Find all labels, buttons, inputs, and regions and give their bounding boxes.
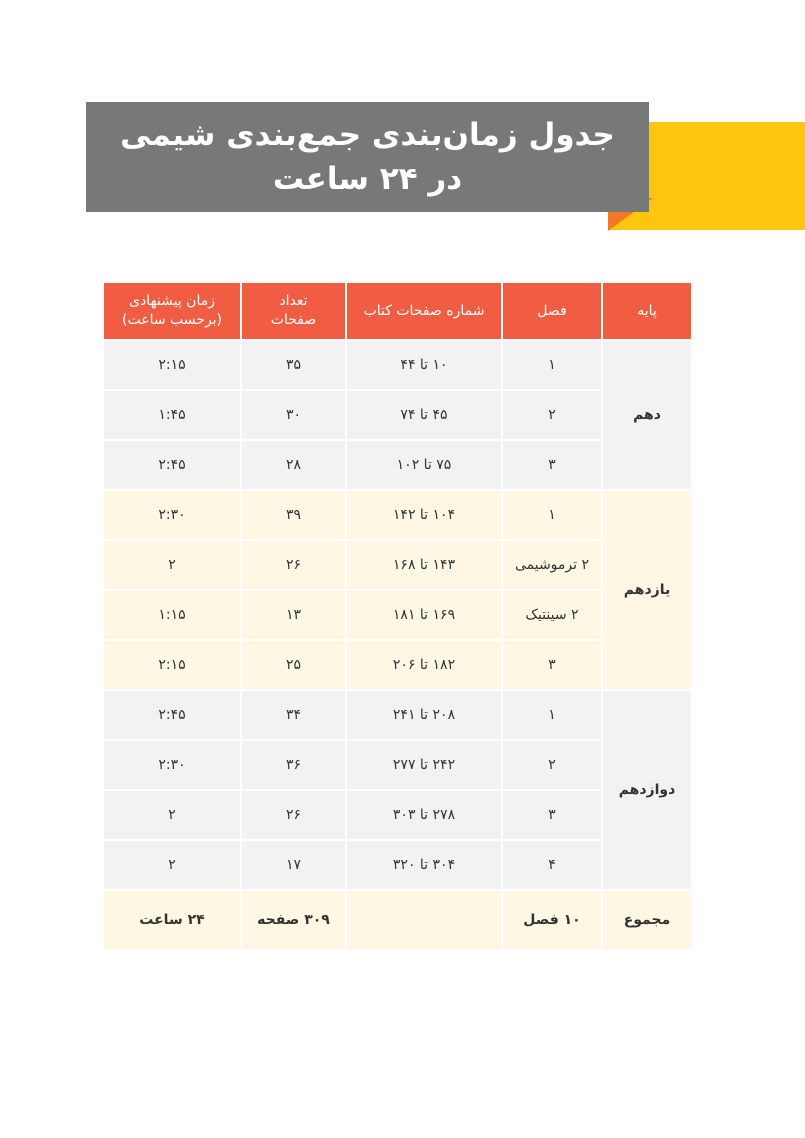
chapter-cell: ۲ (502, 390, 602, 440)
table-header-row (103, 282, 692, 340)
header-chapter: فصل (502, 282, 602, 340)
page-range-cell: ۲۷۸ تا ۳۰۳ (346, 790, 502, 840)
header-suggested-time-line-1: زمان پیشنهادی (128, 293, 215, 309)
page-range-cell: ۱۸۲ تا ۲۰۶ (346, 640, 502, 690)
page-title-line-2: در ۲۴ ساعت (272, 161, 463, 197)
page-count-cell: ۲۶ (241, 790, 346, 840)
page-range-cell: ۱۴۳ تا ۱۶۸ (346, 540, 502, 590)
header-page-range: شماره صفحات کتاب (346, 282, 502, 340)
chapter-cell: ۲ (502, 740, 602, 790)
suggested-time-cell: ۲ (103, 790, 241, 840)
page-count-cell: ۳۴ (241, 690, 346, 740)
page-count-cell: ۲۵ (241, 640, 346, 690)
header-page-count-line-1: تعداد (279, 293, 308, 309)
suggested-time-cell: ۲:۴۵ (103, 440, 241, 490)
grade-cell: یازدهم (602, 490, 692, 690)
chapter-cell: ۳ (502, 640, 602, 690)
suggested-time-cell: ۲ (103, 840, 241, 890)
total-label-cell: مجموع (602, 890, 692, 950)
page-count-cell: ۳۶ (241, 740, 346, 790)
page-count-cell: ۳۵ (241, 340, 346, 390)
total-range-cell (346, 890, 502, 950)
page-range-cell: ۱۰ تا ۴۴ (346, 340, 502, 390)
grade-cell: دهم (602, 340, 692, 490)
page-title-line-1: جدول زمان‌بندی جمع‌بندی شیمی (120, 117, 615, 153)
page-count-cell: ۱۳ (241, 590, 346, 640)
chapter-cell: ۴ (502, 840, 602, 890)
suggested-time-cell: ۱:۱۵ (103, 590, 241, 640)
suggested-time-cell: ۲:۱۵ (103, 640, 241, 690)
title-banner (86, 102, 649, 212)
page-count-cell: ۲۸ (241, 440, 346, 490)
chapter-cell: ۱ (502, 690, 602, 740)
table-body (103, 340, 692, 950)
header-suggested-time (103, 282, 241, 340)
page-range-cell: ۲۴۲ تا ۲۷۷ (346, 740, 502, 790)
header-page-count-line-2: صفحات (270, 312, 317, 328)
grade-cell: دوازدهم (602, 690, 692, 890)
table-row (103, 690, 692, 740)
chapter-cell: ۳ (502, 790, 602, 840)
header-suggested-time-line-2: (برحسب ساعت) (122, 312, 222, 328)
suggested-time-cell: ۲:۴۵ (103, 690, 241, 740)
suggested-time-cell: ۲ (103, 540, 241, 590)
page-count-cell: ۱۷ (241, 840, 346, 890)
suggested-time-cell: ۲:۳۰ (103, 490, 241, 540)
suggested-time-cell: ۲:۱۵ (103, 340, 241, 390)
total-pages-cell: ۳۰۹ صفحه (241, 890, 346, 950)
page-count-cell: ۲۶ (241, 540, 346, 590)
chapter-cell: ۲ ترموشیمی (502, 540, 602, 590)
page-count-cell: ۳۹ (241, 490, 346, 540)
page-count-cell: ۳۰ (241, 390, 346, 440)
suggested-time-cell: ۱:۴۵ (103, 390, 241, 440)
table-row (103, 490, 692, 540)
total-time-cell: ۲۴ ساعت (103, 890, 241, 950)
chapter-cell: ۱ (502, 490, 602, 540)
total-chapters-cell: ۱۰ فصل (502, 890, 602, 950)
total-row (103, 890, 692, 950)
page-range-cell: ۷۵ تا ۱۰۲ (346, 440, 502, 490)
page-range-cell: ۱۰۴ تا ۱۴۲ (346, 490, 502, 540)
header-grade: پایه (602, 282, 692, 340)
suggested-time-cell: ۲:۳۰ (103, 740, 241, 790)
page-range-cell: ۲۰۸ تا ۲۴۱ (346, 690, 502, 740)
chapter-cell: ۳ (502, 440, 602, 490)
page-range-cell: ۴۵ تا ۷۴ (346, 390, 502, 440)
schedule-table (102, 281, 693, 951)
chapter-cell: ۱ (502, 340, 602, 390)
header-page-count (241, 282, 346, 340)
table-row (103, 340, 692, 390)
chapter-cell: ۲ سینتیک (502, 590, 602, 640)
page-range-cell: ۳۰۴ تا ۳۲۰ (346, 840, 502, 890)
page-range-cell: ۱۶۹ تا ۱۸۱ (346, 590, 502, 640)
